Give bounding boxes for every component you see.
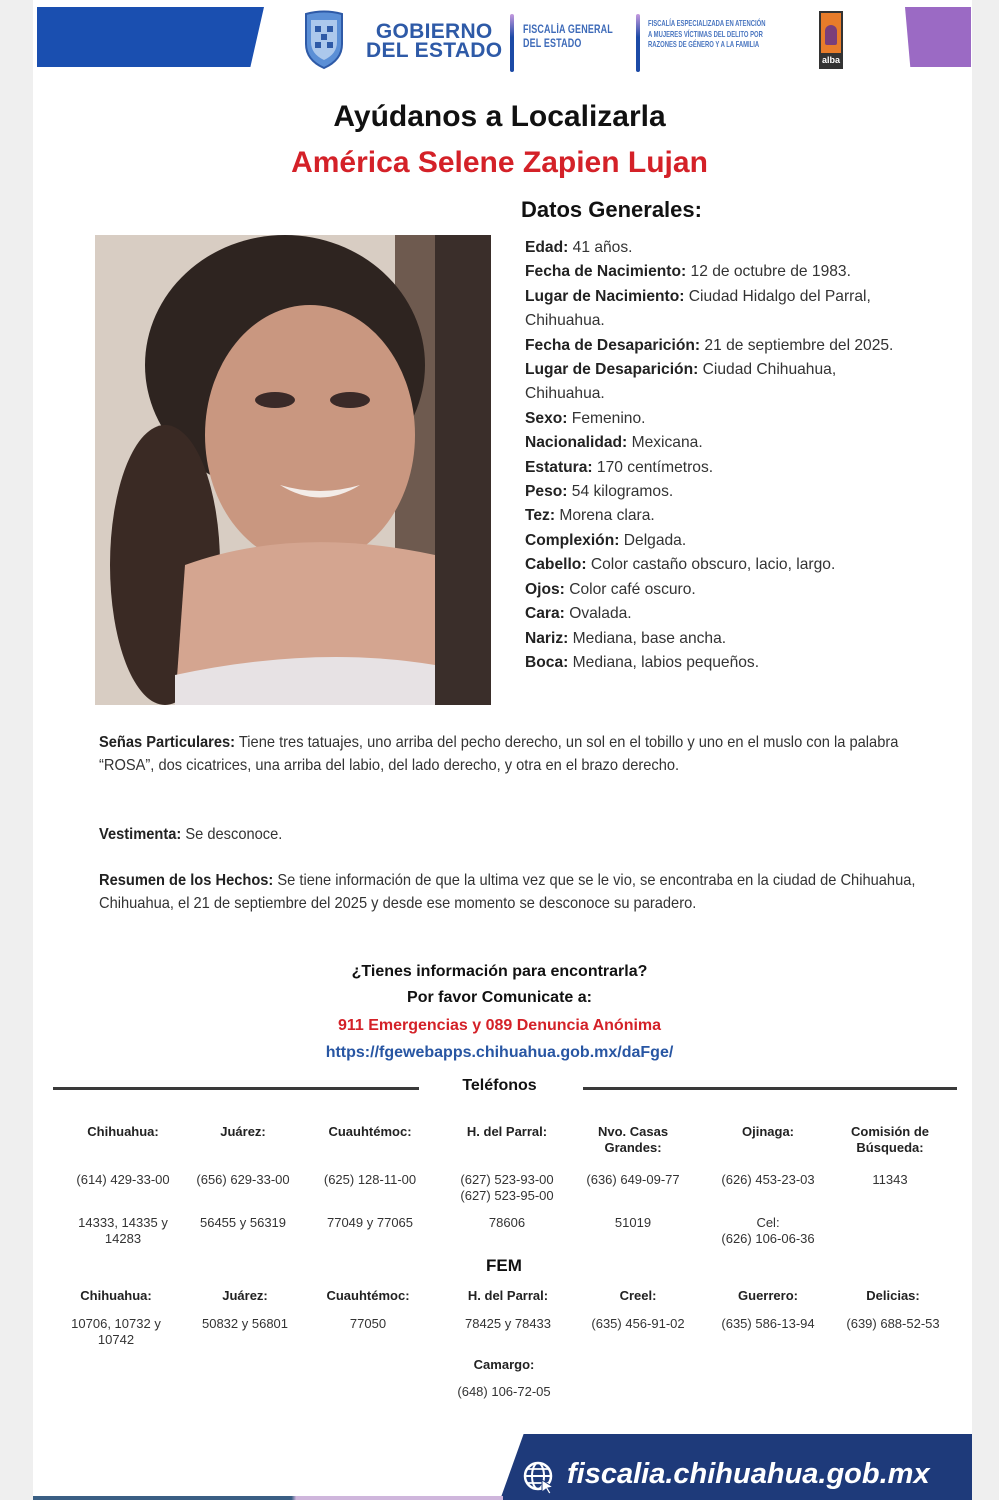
fem-line-1: FISCALÍA ESPECIALIZADA EN ATENCIÓN [648,19,766,28]
datos-label: Nariz: [525,629,569,647]
datos-value: 170 centímetros. [592,458,714,476]
telefonos-column-header: Nvo. Casas [597,1124,669,1139]
fem-line-2: A MUJERES VÍCTIMAS DEL DELITO POR [648,29,763,39]
datos-label: Ojos: [525,580,565,598]
telefonos-phone: (636) 649-09-77 [586,1172,680,1187]
fem-extension: (635) 586-13-94 [721,1316,815,1331]
globe-cursor-icon [522,1460,556,1494]
fem-column-header: Chihuahua: [80,1288,152,1303]
resumen-label: Resumen de los Hechos: [99,872,274,889]
telefonos-phone: (627) 523-93-00 [460,1172,554,1187]
datos-value: Color café oscuro. [564,580,696,598]
datos-row [525,456,915,480]
telefonos-column-header: Búsqueda: [856,1140,924,1155]
datos-label: Estatura: [525,458,593,476]
datos-row [525,407,915,431]
telefonos-column-header: Comisión de [850,1124,930,1139]
datos-generales-list [525,236,915,675]
datos-label: Lugar de Nacimiento: [525,287,685,305]
datos-row [525,529,915,553]
datos-generales-heading: Datos Generales: [521,197,702,222]
vestimenta-value: Se desconoce. [181,826,283,843]
datos-row [525,504,915,528]
datos-row [525,285,915,334]
header-divider [636,14,640,72]
fem-logo-text [648,19,765,51]
datos-row [525,480,915,504]
senas-label: Señas Particulares: [99,734,236,751]
datos-row [525,236,915,260]
fem-column-header: H. del Parral: [467,1288,549,1303]
telefonos-column-header: H. del Parral: [466,1124,548,1139]
telefonos-phone: (626) 453-23-03 [721,1172,815,1187]
telefonos-column-header: Ojinaga: [741,1124,795,1139]
fiscalia-line-1: FISCALÍA GENERAL [523,24,613,36]
datos-row [525,260,915,284]
fem-extension: (635) 456-91-02 [591,1316,685,1331]
header-divider [510,14,514,72]
datos-label: Peso: [525,483,568,501]
datos-row [525,627,915,651]
header-purple-band [905,7,971,67]
fem-column-header: Cuauhtémoc: [326,1288,410,1303]
telefonos-column-header: Grandes: [604,1140,662,1155]
gobierno-logo-text [366,22,502,60]
fem-column-header: Creel: [619,1288,657,1303]
telefonos-phone: (614) 429-33-00 [76,1172,170,1187]
telefonos-column-header: Juárez: [220,1124,266,1139]
fem-extension: 77050 [349,1316,387,1331]
fem-column-header: Guerrero: [738,1288,798,1303]
fiscalia-logo-text [523,23,613,51]
datos-value: Mexicana. [627,434,703,452]
senas-particulares [99,732,926,777]
alba-figure-icon [825,25,837,45]
header-blue-band [37,7,264,67]
datos-row [525,358,915,407]
telefonos-phone: (625) 128-11-00 [323,1172,417,1187]
telefonos-extension: 77049 y 77065 [326,1215,414,1230]
datos-label: Sexo: [525,409,568,427]
telefonos-extension: (626) 106-06-36 [721,1231,815,1246]
telefonos-phone: (656) 629-33-00 [196,1172,290,1187]
telefonos-column-header: Chihuahua: [87,1124,159,1139]
fem-camargo-phone: (648) 106-72-05 [457,1384,551,1399]
cta-emergency-numbers: 911 Emergencias y 089 Denuncia Anónima [337,1017,662,1034]
resumen-hechos [99,870,926,915]
datos-value: Ciudad Chihuahua, Chihuahua. [525,361,837,403]
telefonos-phone: 11343 [872,1172,908,1187]
fem-extension: 50832 y 56801 [201,1316,289,1331]
datos-row [525,602,915,626]
datos-value: 12 de octubre de 1983. [686,263,851,281]
datos-value: 54 kilogramos. [567,483,674,501]
portrait-illustration [95,235,491,705]
cta-url-link[interactable]: https://fgewebapps.chihuahua.gob.mx/daFge/ [325,1044,674,1061]
alba-label: alba [821,55,840,65]
fem-extension: 10742 [97,1332,135,1347]
gobierno-line-1: GOBIERNO [375,20,493,43]
datos-label: Lugar de Desaparición: [525,361,699,379]
telefonos-extension: 78606 [488,1215,526,1230]
datos-value: Morena clara. [555,507,655,525]
datos-row [525,431,915,455]
datos-label: Tez: [525,507,556,525]
datos-value: Femenino. [567,409,646,427]
state-shield-icon [303,10,345,70]
vestimenta [99,824,926,847]
resumen-value: Se tiene información de que la ultima vez que se le vio, se encontraba en la ciudad de Chihuahua, Chihuahua, el 21 de septiembre del 2025 y desde ese momento se desconoce su paradero. [99,872,916,912]
fem-camargo-header: Camargo: [473,1357,535,1372]
telefonos-extension: 56455 y 56319 [199,1215,287,1230]
datos-value: Mediana, base ancha. [568,629,727,647]
cta-contact: Por favor Comunicate a: [407,989,592,1006]
fem-extension: 78425 y 78433 [464,1316,552,1331]
gobierno-line-2: DEL ESTADO [366,39,503,62]
datos-label: Fecha de Nacimiento: [525,263,687,281]
fem-column-header: Juárez: [222,1288,268,1303]
datos-row [525,334,915,358]
telefonos-heading: Teléfonos [462,1077,537,1094]
fem-column-header: Delicias: [866,1288,920,1303]
telefonos-extension: 14333, 14335 y [78,1215,168,1230]
datos-label: Nacionalidad: [525,434,628,452]
datos-value: Mediana, labios pequeños. [568,653,760,671]
datos-row [525,578,915,602]
datos-label: Cabello: [525,556,587,574]
datos-row [525,553,915,577]
missing-person-name: América Selene Zapien Lujan [291,146,708,179]
datos-label: Edad: [525,239,569,256]
senas-value: Tiene tres tatuajes, uno arriba del pecho derecho, un sol en el tobillo y uno en el muslo con la palabra “ROSA”, dos cicatrices, una arriba del labio, del lado derecho, y otra en el brazo derecho. [99,734,899,774]
poster-title: Ayúdanos a Localizarla [333,100,666,133]
telefonos-extension: 51019 [614,1215,652,1230]
datos-label: Complexión: [525,531,620,549]
fem-heading: FEM [486,1256,522,1275]
datos-value: 41 años. [568,239,633,256]
telefonos-extension: Cel: [756,1215,780,1230]
datos-label: Cara: [525,605,565,623]
telefonos-phone: (627) 523-95-00 [460,1188,554,1203]
vestimenta-label: Vestimenta: [99,826,182,843]
alba-logo [819,11,843,69]
telefonos-column-header: Cuauhtémoc: [328,1124,412,1139]
footer-website[interactable]: fiscalia.chihuahua.gob.mx [567,1458,930,1490]
datos-label: Fecha de Desaparición: [525,336,701,354]
telefonos-extension: 14283 [104,1231,142,1246]
fem-line-3: RAZONES DE GÉNERO Y A LA FAMILIA [648,40,760,49]
datos-value: 21 de septiembre del 2025. [700,336,894,354]
datos-value: Color castaño obscuro, lacio, largo. [586,556,836,574]
datos-value: Ovalada. [564,605,632,623]
datos-row [525,651,915,675]
cta-question: ¿Tienes información para encontrarla? [351,963,648,980]
fem-extension: (639) 688-52-53 [846,1316,940,1331]
missing-person-photo [95,235,491,705]
fiscalia-line-2: DEL ESTADO [523,38,582,50]
datos-value: Delgada. [619,531,687,549]
fem-extension: 10706, 10732 y [71,1316,161,1331]
datos-label: Boca: [525,653,569,671]
bottom-color-strip [33,1496,503,1500]
datos-value: Ciudad Hidalgo del Parral, Chihuahua. [525,287,871,330]
